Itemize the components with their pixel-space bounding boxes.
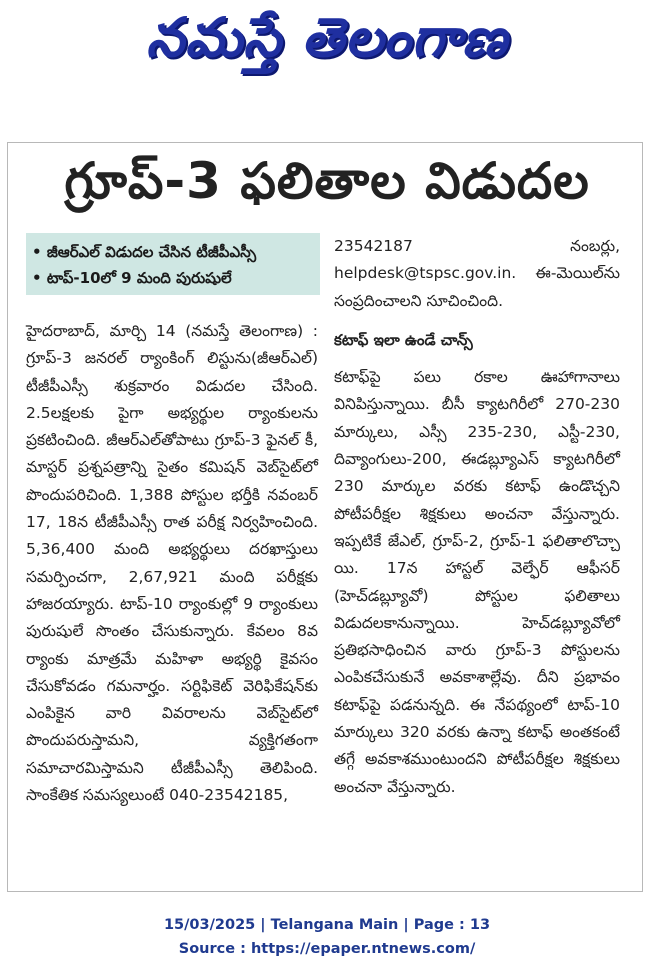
- article-body-paragraph: 23542187 నంబర్లు, helpdesk@tspsc.gov.in. ఈ-మెయిల్‌ను సంప్రదించాలని సూచించింది.: [334, 237, 620, 310]
- source-footer: [0, 913, 654, 961]
- edition-info: 15/03/2025 | Telangana Main | Page : 13: [163, 917, 491, 933]
- article-headline: గ్రూప్-3 ఫలితాల విడుదల: [64, 152, 590, 210]
- article-column-right: [334, 233, 620, 801]
- article-body-paragraph: హైదరాబాద్, మార్చి 14 (నమస్తే తెలంగాణ) : గ్రూప్-3 జనరల్ ర్యాంకింగ్ లిస్టును(జీఆర్ఎల్) టీజీపీఎస్సీ శుక్రవారం విడుదల చేసింది. 2.5లక్షలకు పైగా అభ్యర్థుల ర్యాంకులను ప్రకటించింది. జీఆర్ఎల్‌తోపాటు గ్రూప్-3 ఫైనల్ కీ, మాస్టర్ ప్రశ్నపత్రాన్ని సైతం కమిషన్ వెబ్‌సైట్‌లో పొందుపరిచింది. 1,388 పోస్టుల భర్తీకి నవంబర్ 17, 18న టీజీపీఎస్సీ రాత పరీక్ష నిర్వహించింది. 5,36,400 మంది అభ్యర్థులు దరఖాస్తులు సమర్పించగా, 2,67,921 మంది పరీక్షకు హాజరయ్యారు. టాప్-10 ర్యాంకుల్లో 9 ర్యాంకులు పురుషులే సొంతం చేసుకున్నారు. కేవలం 8వ ర్యాంకు మాత్రమే మహిళా అభ్యర్థి కైవసం చేసుకోవడం గమనార్హం. సర్టిఫికెట్ వెరిఫికేషన్‌కు ఎంపికైన వారి వివరాలను వెబ్‌సైట్‌లో పొందుపరుస్తామని, వ్యక్తిగతంగా సమాచారమిస్తామని టీజీపీఎస్సీ తెలిపింది. సాంకేతిక సమస్యలుంటే 040-23542185,: [26, 322, 318, 805]
- source-link[interactable]: Source : https://epaper.ntnews.com/: [178, 941, 476, 957]
- article-column-left: [26, 318, 318, 809]
- highlight-bullet: • జీఆర్ఎల్ విడుదల చేసిన టీజీపీఎస్సీ: [32, 239, 316, 265]
- article-body-paragraph: కటాఫ్‌పై పలు రకాల ఊహాగానాలు వినిపిస్తున్నాయి. బీసీ క్యాటగిరీలో 270-230 మార్కులు, ఎస్సీ 235-230, ఎస్టీ-230, దివ్యాంగులు-200, ఈడబ్ల్యూఎస్ క్యాటగిరీలో 230 మార్కుల వరకు కటాఫ్ ఉండొచ్చని పోటీపరీక్షల శిక్షకులు అంచనా వేస్తున్నారు. ఇప్పటికే జేఎల్, గ్రూప్-2, గ్రూప్-1 ఫలితాలొచ్చా యి. 17న హాస్టల్ వెల్ఫేర్ ఆఫీసర్ (హెచ్‌డబ్ల్యూవో) పోస్టుల ఫలితాలు విడుదలకానున్నాయి. హెచ్‌డబ్ల్యూవోలో ప్రతిభసాధించిన వారు గ్రూప్-3 పోస్టులను ఎంపికచేసుకునే అవకాశాల్లేవు. దీని ప్రభావం కటాఫ్‌పై పడనున్నది. ఈ నేపథ్యంలో టాప్-10 మార్కులు 320 వరకు ఉన్నా కటాఫ్ అంతకంటే తగ్గే అవకాశముంటుందని పోటీపరీక్షల శిక్షకులు అంచనా వేస్తున్నారు.: [334, 368, 620, 796]
- highlight-bullet: • టాప్-10లో 9 మంది పురుషులే: [32, 265, 316, 291]
- article-subheading: కటాఫ్ ఇలా ఉండే చాన్స్: [334, 330, 473, 349]
- masthead: [0, 0, 654, 90]
- highlight-box: [26, 233, 320, 295]
- newspaper-logo: నమస్తే తెలంగాణ: [146, 6, 508, 69]
